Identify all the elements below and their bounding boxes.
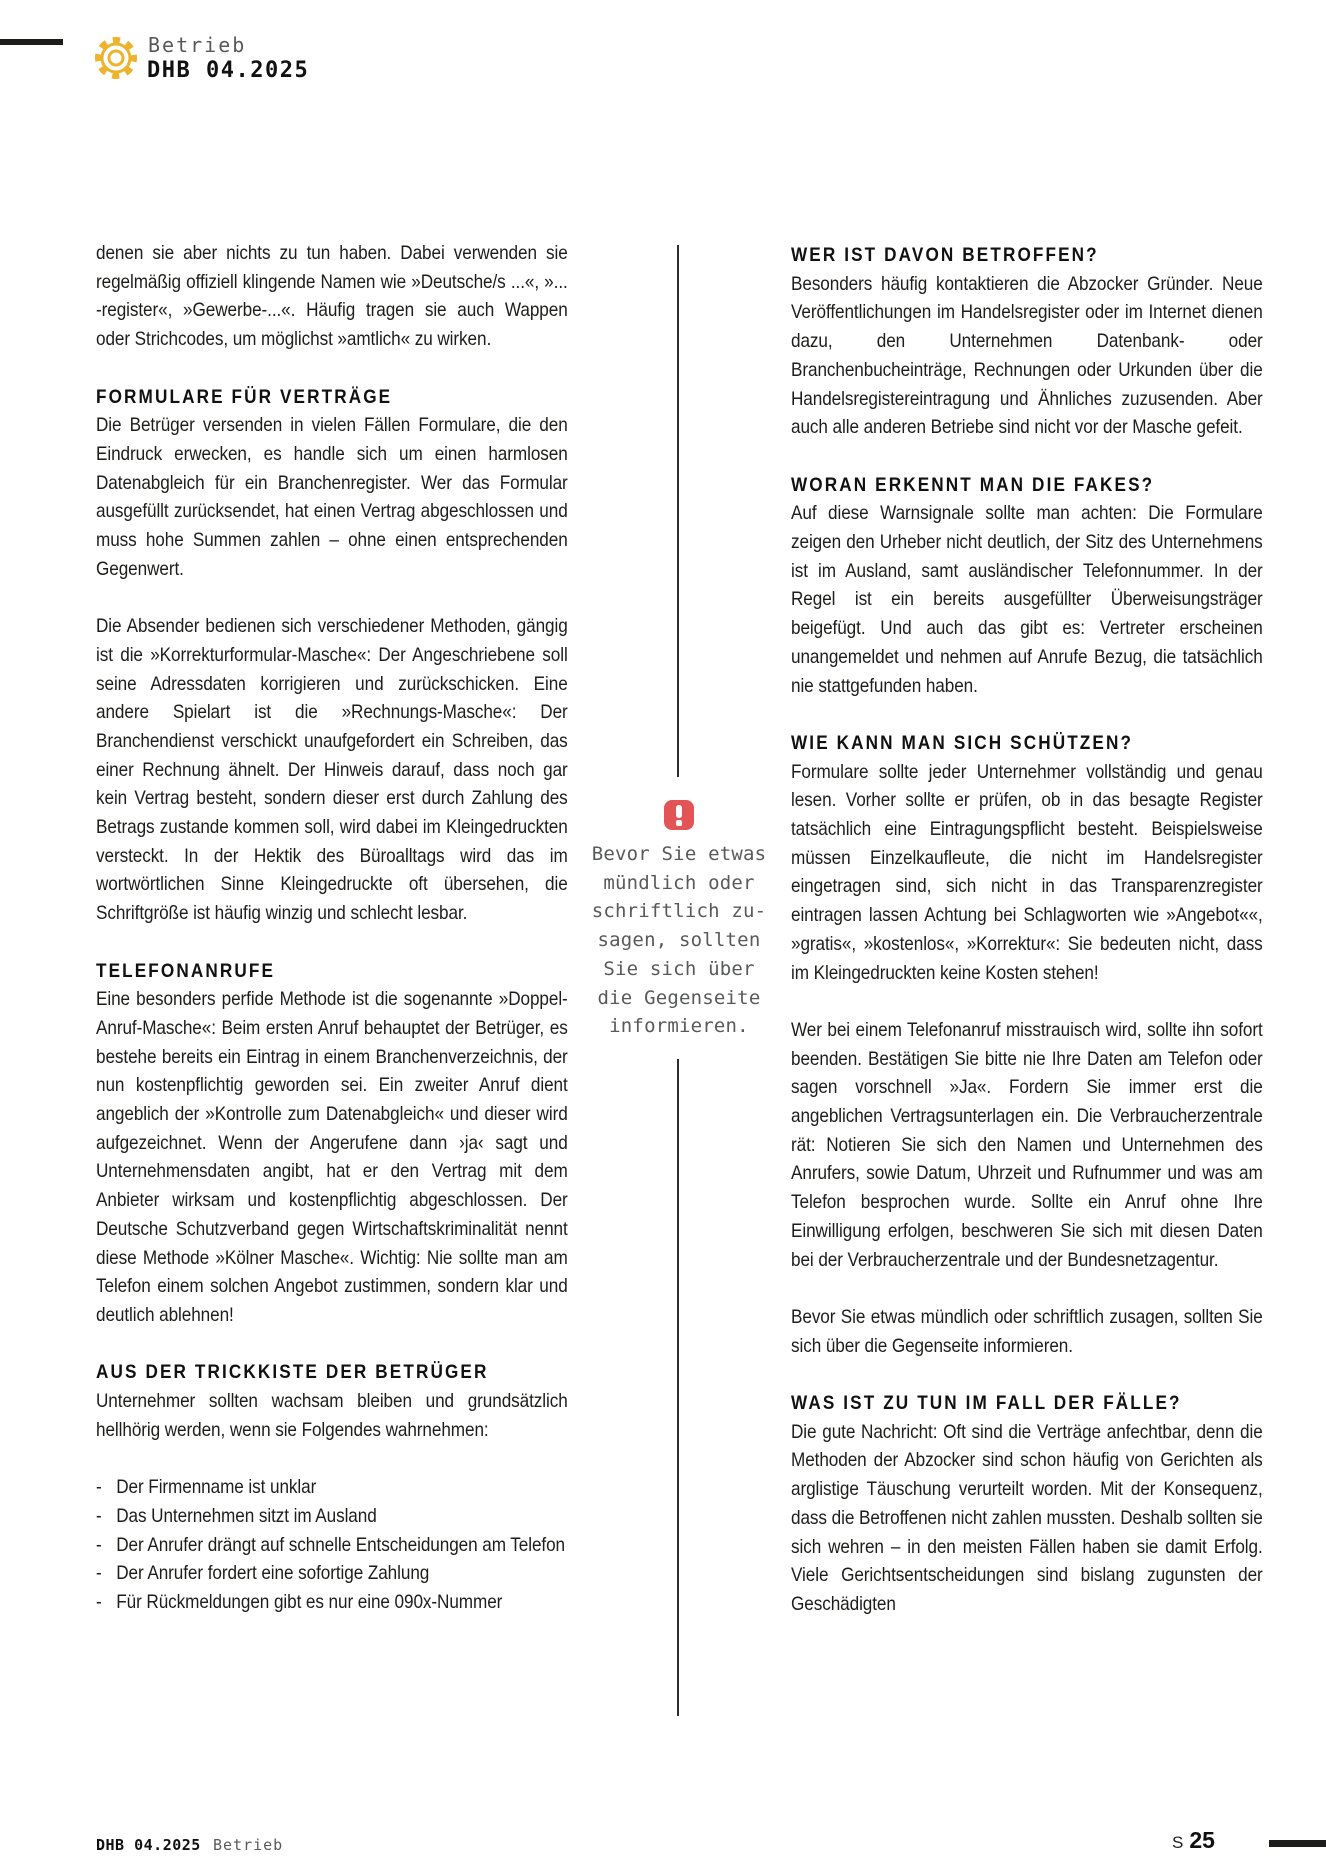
paragraph: Unternehmer sollten wachsam bleiben und grundsätzlich hellhörig werden, wenn sie Folgendes wahrnehmen:	[96, 1390, 568, 1441]
section-heading: FORMULARE FÜR VERTRÄGE	[96, 385, 393, 408]
list-item	[96, 1588, 568, 1617]
footer-section: Betrieb	[213, 1836, 284, 1854]
gear-icon	[93, 35, 139, 81]
section-heading: WIE KANN MAN SICH SCHÜTZEN?	[791, 731, 1134, 754]
list-item	[96, 1559, 568, 1588]
paragraph: Wer bei einem Telefonanruf misstrauisch wird, sollte ihn sofort beenden. Bestätigen Sie bitte nie Ihre Daten am Telefon oder sagen vorschnell »Ja«. Fordern Sie immer erst die angeblichen Vertragsunterlagen ein. Die Verbraucherzentrale rät: Notieren Sie sich den Namen und Unternehmen des Anrufers, sowie Datum, Uhrzeit und Rufnummer und was am Telefon besprochen wurde. Sollte ein Anruf ohne Ihre Einwilligung erfolgen, beschweren Sie sich mit diesen Daten bei der Verbraucherzentrale und der Bundesnetzagentur.	[791, 1018, 1263, 1271]
page-prefix: S	[1172, 1833, 1184, 1852]
dash-bullet: -	[96, 1476, 102, 1499]
dash-bullet: -	[96, 1504, 102, 1527]
right-column	[791, 241, 1263, 1647]
pull-quote-line: informieren.	[609, 1015, 749, 1038]
footer-issue: DHB 04.2025	[96, 1836, 201, 1854]
list-item	[96, 1473, 568, 1502]
exclamation-alert-icon	[664, 800, 694, 830]
section-kicker: Betrieb	[148, 33, 247, 57]
issue-title: DHB 04.2025	[147, 58, 310, 83]
pull-quote-line: sagen, sollten	[597, 929, 761, 952]
footer-edge-bar	[1269, 1840, 1326, 1847]
list-item-text: Der Firmenname ist unklar	[116, 1476, 317, 1499]
list-item-text: Das Unternehmen sitzt im Ausland	[116, 1504, 377, 1527]
pull-quote-line: mündlich oder	[603, 871, 755, 894]
left-column	[96, 239, 568, 1617]
pull-quote-line: Sie sich über	[603, 957, 755, 980]
page-number	[1172, 1827, 1215, 1854]
pull-quote-line: die Gegenseite	[597, 986, 761, 1009]
paragraph: Bevor Sie etwas mündlich oder schriftlich zusagen, sollten Sie sich über die Gegenseite informieren.	[791, 1305, 1263, 1357]
section-heading: AUS DER TRICKKISTE DER BETRÜGER	[96, 1361, 489, 1384]
header-edge-bar	[0, 39, 63, 45]
paragraph: Auf diese Warnsignale sollte man achten: Die Formulare zeigen den Urheber nicht deutlich, der Sitz des Unternehmens ist im Ausland, samt ausländischer Telefonnummer. In der Regel ist ein bereits ausgefüllter Überweisungsträger beigefügt. Und auch das gibt es: Vertreter erscheinen unangemeldet und nehmen auf Anrufe Bezug, die tatsächlich nie stattgefunden haben.	[791, 502, 1263, 697]
exclamation-dot	[676, 820, 682, 826]
pull-quote-line: Bevor Sie etwas	[591, 843, 767, 865]
paragraph: Die Betrüger versenden in vielen Fällen Formulare, die den Eindruck erwecken, es handle sich um einen harmlosen Datenabgleich für ein Branchenregister. Wer das Formular ausgefüllt zurücksendet, hat einen Vertrag abgeschlossen und muss hohe Summen zahlen – ohne einen entsprechenden Gegenwert.	[96, 414, 568, 580]
pull-quote	[588, 800, 770, 1041]
section-heading: WAS IST ZU TUN IM FALL DER FÄLLE?	[791, 1392, 1182, 1415]
paragraph: Die gute Nachricht: Oft sind die Verträge anfechtbar, denn die Methoden der Abzocker sind schon häufig von Gerichten als arglistige Täuschung verurteilt worden. Mit der Konsequenz, dass die Betroffenen nicht zahlen mussten. Deshalb sollten sie sich wehren – in den meisten Fällen haben sie damit Erfolg. Viele Gerichtsentscheidungen sind bislang zugunsten der Geschädigten	[791, 1420, 1263, 1615]
pull-quote-line: schriftlich zu-	[591, 900, 767, 923]
dash-bullet: -	[96, 1562, 102, 1585]
section-heading: TELEFONANRUFE	[96, 959, 276, 982]
paragraph: Eine besonders perfide Methode ist die sogenannte »Doppel-Anruf-Masche«: Beim ersten Anruf behauptet der Betrüger, es bestehe bereits ein Eintrag in einem Branchenverzeichnis, der nun kostenpflichtig geworden sei. Ein zweiter Anruf dient angeblich der »Kontrolle zum Datenabgleich« und dieser wird aufgezeichnet. Wenn der Angerufene dann ›ja‹ sagt und Unternehmensdaten angibt, hat er den Vertrag mit dem Anbieter wirksam und kostenpflichtig abgeschlossen. Der Deutsche Schutzverband gegen Wirtschaftskriminalität nennt diese Methode »Kölner Masche«. Wichtig: Nie sollte man am Telefon einem solchen Angebot zustimmen, sondern klar und deutlich ablehnen!	[96, 988, 568, 1326]
paragraph: Formulare sollte jeder Unternehmer vollständig und genau lesen. Vorher sollte er prüfen, ob in das besagte Register tatsächlich eine Eintragungspflicht besteht. Beispielsweise müssen Einzelkaufleute, die nicht im Handelsregister eingetragen sind, sich nicht in das Transparenzregister eintragen lassen Achtung bei Schlagworten wie »Angebot««, »gratis«, »kostenlos«, »Korrektur«: Sie bedeuten nicht, dass im Kleingedruckten keine Kosten stehen!	[791, 760, 1263, 984]
paragraph: Besonders häufig kontaktieren die Abzocker Gründer. Neue Veröffentlichungen im Handelsregister oder im Internet dienen dazu, den Unternehmen Datenbank- oder Branchenbucheinträge, Rechnungen oder Urkunden über die Handelsregistereintragung und Ähnliches zuzusenden. Aber auch alle anderen Betriebe sind nicht vor der Masche gefeit.	[791, 272, 1263, 439]
paragraph: denen sie aber nichts zu tun haben. Dabei verwenden sie regelmäßig offiziell klingende Namen wie »Deutsche/s ...«, »... -register«, »Gewerbe-...«. Häufig tragen sie auch Wappen oder Strichcodes, um möglichst »amtlich« zu wirken.	[96, 242, 568, 351]
list-item-text: Für Rückmeldungen gibt es nur eine 090x-Nummer	[116, 1590, 503, 1613]
page-number-value: 25	[1189, 1827, 1215, 1853]
section-heading: WER IST DAVON BETROFFEN?	[791, 244, 1099, 266]
list-item	[96, 1531, 568, 1560]
section-heading: WORAN ERKENNT MAN DIE FAKES?	[791, 473, 1155, 496]
column-divider-bottom	[677, 1059, 679, 1716]
warning-signs-list	[96, 1473, 568, 1617]
column-divider-top	[677, 245, 679, 777]
list-item-text: Der Anrufer drängt auf schnelle Entscheidungen am Telefon	[116, 1533, 565, 1556]
exclamation-bar	[676, 805, 682, 818]
dash-bullet: -	[96, 1590, 102, 1613]
paragraph: Die Absender bedienen sich verschiedener Methoden, gängig ist die »Korrekturformular-Masche«: Der Angeschriebene soll seine Adressdaten korrigieren und zurückschicken. Eine andere Spielart ist die »Rechnungs-Masche«: Der Branchendienst verschickt unaufgefordert ein Schreiben, das einer Rechnung ähnelt. Der Hinweis darauf, dass noch gar kein Vertrag besteht, sondern dieser erst durch Zahlung des Betrags zustande kommen soll, wird dabei im Kleingedruckten versteckt. In der Hektik des Büroalltags wird das im wortwörtlichen Sinne Kleingedruckte oft übersehen, die Schriftgröße ist häufig winzig und schlecht lesbar.	[96, 615, 568, 925]
dash-bullet: -	[96, 1533, 102, 1556]
list-item-text: Der Anrufer fordert eine sofortige Zahlung	[116, 1562, 430, 1585]
list-item	[96, 1502, 568, 1531]
